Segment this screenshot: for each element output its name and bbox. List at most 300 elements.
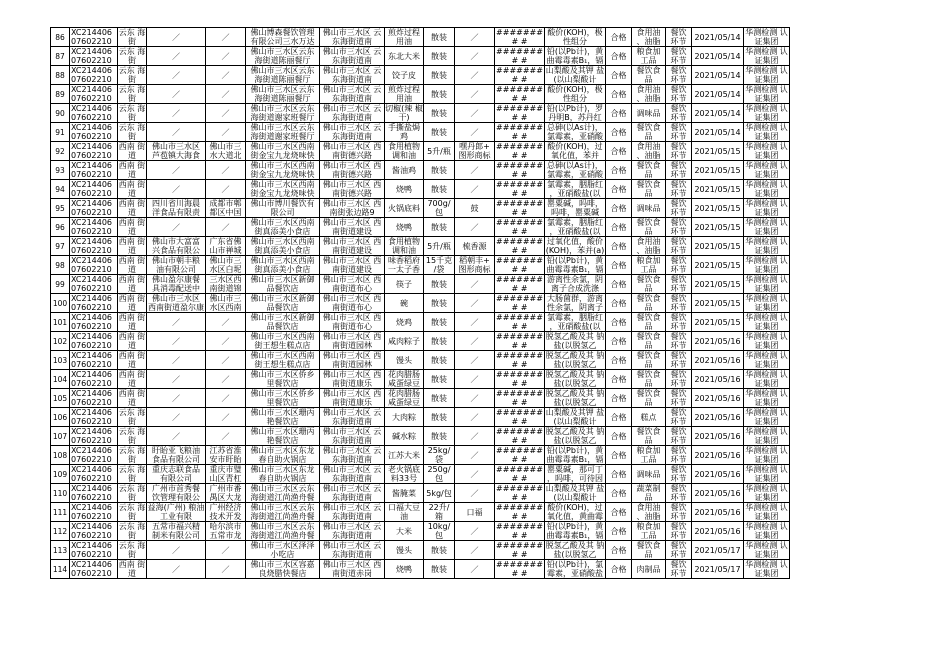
- district-cell: 西南 街道: [118, 218, 146, 236]
- manufacturer-address-cell: 成都市郫 都区中国: [206, 199, 246, 218]
- test-items-cell: 氯霉素，胭脂红 ，亚硝酸盐(以: [545, 218, 606, 237]
- district-cell: 西南 街道: [118, 275, 146, 293]
- food-name-cell: 饺子皮: [385, 66, 424, 85]
- food-category-cell: 餐饮食 品: [632, 275, 666, 294]
- testing-agency-cell: 华测检测 认证集团: [745, 142, 788, 160]
- operator-address-cell: 佛山市三水区 云东海街道南: [320, 503, 385, 522]
- specification-cell: 散装: [424, 313, 455, 332]
- sampling-stage-cell: 餐饮 环节: [666, 484, 692, 503]
- district-cell: 云东 海街: [118, 408, 146, 426]
- operator-address-cell: 佛山市三水区 西南街道康乐: [320, 370, 385, 389]
- sample-code-cell: XC214406 07602210: [70, 161, 118, 180]
- manufacturer-cell: 佛山市大富富 兴食品有限公: [147, 237, 206, 256]
- production-date-cell: ######## #: [496, 522, 543, 540]
- operator-address-cell: 佛山市三水区 西南街道布心: [320, 313, 385, 332]
- district-cell: 云东 海街: [118, 104, 146, 122]
- production-date-cell: ######## #: [496, 332, 543, 350]
- operator-name-cell: 佛山博森餐饮管理 有限公司三水万达: [246, 28, 320, 47]
- table-row: [51, 446, 790, 465]
- trademark-cell: 鼓: [455, 199, 495, 218]
- row-number-cell: 98: [51, 256, 70, 275]
- row-number-cell: 88: [51, 66, 70, 85]
- row-number-cell: 105: [51, 389, 70, 408]
- row-number-cell: 97: [51, 237, 70, 256]
- testing-agency-cell: 华测检测 认证集团: [745, 218, 788, 236]
- result-cell: 合格: [606, 47, 632, 66]
- sampling-date-cell: 2021/05/16: [692, 522, 744, 541]
- manufacturer-cell: ／: [147, 180, 206, 199]
- trademark-cell: ／: [455, 28, 495, 47]
- result-cell: 合格: [606, 541, 632, 560]
- operator-name-cell: 佛山市三水区侨乡 里餐饮店: [246, 370, 320, 389]
- production-date-cell: ######## #: [496, 484, 543, 502]
- specification-cell: 700g/ 包: [424, 199, 455, 218]
- trademark-cell: ／: [455, 351, 495, 370]
- sampling-date-cell: 2021/05/14: [692, 28, 744, 47]
- specification-cell: 散装: [424, 332, 455, 351]
- sample-code-cell: XC214406 07602210: [70, 332, 118, 351]
- result-cell: 合格: [606, 465, 632, 484]
- test-items-cell: 脱氢乙酸及其 钠盐(以脱氢乙: [545, 389, 605, 407]
- sampling-date-cell: 2021/05/15: [692, 199, 744, 218]
- food-name-cell: 煎炸过程 用油: [385, 85, 424, 104]
- manufacturer-address-cell: 佛山市三 水大道北: [206, 142, 246, 161]
- operator-name-cell: 佛山市三水区珊丙 艳餐饮店: [246, 427, 320, 446]
- food-name-cell: 花肉腊肠 咸蛋绿豆: [385, 389, 424, 408]
- specification-cell: 15千克 /袋: [424, 256, 455, 275]
- district-cell: 西南 街道: [118, 142, 146, 160]
- trademark-cell: ／: [455, 218, 495, 237]
- food-name-cell: 酱油鸡: [385, 161, 424, 180]
- sampling-stage-cell: 餐饮 环节: [666, 294, 692, 313]
- food-category-cell: 蔬菜制 品: [632, 484, 666, 503]
- manufacturer-address-cell: ／: [206, 332, 246, 351]
- specification-cell: 5升/瓶: [424, 237, 455, 256]
- sample-code-cell: XC214406 07602210: [70, 370, 118, 389]
- testing-agency-cell: 华测检测 认证集团: [745, 104, 788, 122]
- test-items-cell: 罂粟碱，吗啡， 吗啡，罂粟碱: [545, 199, 606, 218]
- operator-address-cell: 佛山市三水区 云东海街道南: [320, 123, 385, 142]
- district-cell: 云东 海街: [118, 85, 146, 103]
- sampling-stage-cell: 餐饮 环节: [666, 66, 692, 85]
- testing-agency-cell: 华测检测 认证集团: [745, 199, 788, 217]
- manufacturer-address-cell: ／: [206, 28, 246, 47]
- test-items-cell: 罂粟碱，那可丁 ，吗啡，可待因: [545, 465, 606, 484]
- manufacturer-address-cell: 三水区西 南街道锦: [206, 275, 246, 294]
- sampling-date-cell: 2021/05/16: [692, 389, 744, 408]
- test-items-cell: 铅(以Pb计)，罗 丹明B，苏丹红: [545, 104, 606, 123]
- sample-code-cell: XC214406 07602210: [70, 408, 118, 427]
- sampling-stage-cell: 餐饮 环节: [666, 560, 692, 579]
- table-row: [51, 28, 790, 47]
- testing-agency-cell: 华测检测 认证集团: [745, 294, 788, 312]
- food-category-cell: 食用油 、油脂: [632, 237, 666, 256]
- trademark-cell: ／: [455, 332, 495, 351]
- sampling-stage-cell: 餐饮 环节: [666, 237, 692, 256]
- manufacturer-address-cell: 佛山市三 水区西南: [206, 294, 246, 313]
- specification-cell: 散装: [424, 161, 455, 180]
- production-date-cell: ######## #: [496, 85, 543, 103]
- trademark-cell: 稻朝丰+ 图形商标: [455, 256, 495, 275]
- table-row: [51, 427, 790, 446]
- district-cell: 云东 海街: [118, 66, 146, 84]
- district-cell: 西南 街道: [118, 180, 146, 198]
- specification-cell: 散装: [424, 28, 455, 47]
- operator-address-cell: 佛山市三水区 西南街道建设: [320, 237, 385, 256]
- manufacturer-cell: ／: [147, 85, 206, 104]
- test-items-cell: 游离性余氯，阴 离子合成洗涤: [545, 275, 606, 294]
- sampling-stage-cell: 餐饮 环节: [666, 142, 692, 161]
- row-number-cell: 89: [51, 85, 70, 104]
- testing-agency-cell: 华测检测 认证集团: [745, 275, 788, 293]
- testing-agency-cell: 华测检测 认证集团: [745, 85, 788, 103]
- operator-address-cell: 佛山市三水区 西南街道布心: [320, 275, 385, 294]
- sampling-stage-cell: 餐饮 环节: [666, 47, 692, 66]
- result-cell: 合格: [606, 503, 632, 522]
- row-number-cell: 114: [51, 560, 70, 579]
- test-items-cell: 脱氢乙酸及其 钠盐(以脱氢乙: [545, 351, 605, 369]
- table-row: [51, 123, 790, 142]
- trademark-cell: ／: [455, 446, 495, 465]
- sampling-date-cell: 2021/05/16: [692, 332, 744, 351]
- table-row: [51, 313, 790, 332]
- trademark-cell: ／: [455, 408, 495, 427]
- production-date-cell: ######## #: [496, 275, 543, 293]
- row-number-cell: 94: [51, 180, 70, 199]
- row-number-cell: 110: [51, 484, 70, 503]
- operator-name-cell: 佛山市三水区云东 海街道陈丽餐厅: [246, 47, 320, 66]
- manufacturer-cell: ／: [147, 123, 206, 142]
- operator-address-cell: 佛山市三水区 西南街道园林: [320, 351, 385, 370]
- trademark-cell: ／: [455, 123, 495, 142]
- trademark-cell: ／: [455, 85, 495, 104]
- row-number-cell: 111: [51, 503, 70, 522]
- sampling-stage-cell: 餐饮 环节: [666, 541, 692, 560]
- operator-name-cell: 佛山市三水区西南 街金宝九龙烧味快: [246, 180, 320, 199]
- trademark-cell: ／: [455, 389, 495, 408]
- sampling-date-cell: 2021/05/16: [692, 408, 744, 427]
- sample-code-cell: XC214406 07602210: [70, 104, 118, 123]
- row-number-cell: 107: [51, 427, 70, 446]
- district-cell: 西南 街道: [118, 294, 146, 312]
- table-row: [51, 389, 790, 408]
- sampling-date-cell: 2021/05/15: [692, 218, 744, 237]
- result-cell: 合格: [606, 427, 632, 446]
- test-items-cell: 脱氢乙酸及其 钠盐(以脱氢乙: [545, 332, 605, 350]
- manufacturer-address-cell: ／: [206, 161, 246, 180]
- food-category-cell: 食用油 、油脂: [632, 142, 666, 161]
- operator-name-cell: 佛山市三水区泽泽 小吃店: [246, 541, 320, 560]
- specification-cell: 散装: [424, 294, 455, 313]
- manufacturer-address-cell: ／: [206, 218, 246, 237]
- food-category-cell: 粮食加 工品: [632, 256, 666, 275]
- manufacturer-cell: 佛山市三水区 西南街道盈尔康: [148, 294, 204, 312]
- operator-address-cell: 佛山市三水区 云东海街道南: [320, 104, 385, 123]
- sample-code-cell: XC214406 07602210: [70, 237, 118, 256]
- food-name-cell: 酱腌菜: [385, 484, 424, 503]
- food-name-cell: 馒头: [385, 351, 424, 370]
- row-number-cell: 86: [51, 28, 70, 47]
- trademark-cell: 梳香源: [455, 237, 495, 256]
- food-category-cell: 肉制品: [632, 560, 666, 579]
- food-name-cell: 手撕盐焗 鸡: [385, 123, 424, 142]
- testing-agency-cell: 华测检测 认证集团: [745, 522, 788, 540]
- sampling-stage-cell: 餐饮 环节: [666, 199, 692, 218]
- result-cell: 合格: [606, 161, 632, 180]
- table-row: [51, 503, 790, 522]
- testing-agency-cell: 华测检测 认证集团: [745, 66, 788, 84]
- test-items-cell: 铅(以Pb计)，氯 霉素，亚硝酸盐: [545, 560, 606, 579]
- test-items-cell: 山梨酸及其钾 盐(以山梨酸计: [545, 66, 605, 84]
- specification-cell: 22升/ 箱: [424, 503, 455, 522]
- production-date-cell: ######## #: [496, 313, 543, 331]
- table-row: [51, 47, 790, 66]
- production-date-cell: ######## #: [496, 446, 543, 464]
- row-number-cell: 91: [51, 123, 70, 142]
- district-cell: 西南 街道: [118, 161, 146, 179]
- district-cell: 西南 街道: [118, 370, 146, 388]
- food-category-cell: 调味品: [632, 465, 666, 484]
- operator-address-cell: 佛山市三水区 西南街德兴路: [320, 161, 385, 180]
- sample-code-cell: XC214406 07602210: [70, 560, 118, 579]
- district-cell: 西南 街道: [118, 237, 146, 255]
- row-number-cell: 90: [51, 104, 70, 123]
- table-row: [51, 541, 790, 560]
- production-date-cell: ######## #: [496, 123, 543, 141]
- operator-name-cell: 佛山市三水区新御 品餐饮店: [246, 313, 320, 332]
- food-name-cell: 烧鸭: [385, 180, 424, 199]
- row-number-cell: 95: [51, 199, 70, 218]
- manufacturer-cell: ／: [147, 28, 206, 47]
- operator-address-cell: 佛山市三水区 云东海街道南: [320, 446, 385, 465]
- production-date-cell: ######## #: [496, 294, 543, 312]
- district-cell: 西南 街道: [118, 313, 146, 331]
- food-category-cell: 调味品: [632, 199, 666, 218]
- table-row: [51, 237, 790, 256]
- trademark-cell: ／: [455, 313, 495, 332]
- table-row: [51, 161, 790, 180]
- production-date-cell: ######## #: [496, 541, 543, 559]
- specification-cell: 散装: [424, 370, 455, 389]
- sampling-date-cell: 2021/05/15: [692, 161, 744, 180]
- food-name-cell: 烧鸭: [385, 218, 424, 237]
- sample-code-cell: XC214406 07602210: [70, 294, 118, 313]
- operator-address-cell: 佛山市三水区 云东海街道南: [320, 541, 385, 560]
- sampling-date-cell: 2021/05/15: [692, 256, 744, 275]
- trademark-cell: ／: [455, 370, 495, 389]
- operator-address-cell: 佛山市三水区 云东海街道南: [320, 85, 385, 104]
- testing-agency-cell: 华测检测 认证集团: [745, 446, 788, 464]
- trademark-cell: ／: [455, 541, 495, 560]
- district-cell: 云东 海街: [118, 522, 146, 540]
- operator-name-cell: 佛山市三水区侨乡 里餐饮店: [246, 389, 320, 408]
- sample-code-cell: XC214406 07602210: [70, 465, 118, 484]
- specification-cell: 散装: [424, 85, 455, 104]
- sampling-date-cell: 2021/05/15: [692, 294, 744, 313]
- production-date-cell: ######## #: [496, 351, 543, 369]
- food-category-cell: 餐饮食 品: [632, 313, 666, 332]
- manufacturer-address-cell: 江苏省淮 安市盱眙: [206, 446, 246, 465]
- operator-address-cell: 佛山市三水区 云东海街道南: [320, 465, 385, 484]
- sample-code-cell: XC214406 07602210: [70, 275, 118, 294]
- manufacturer-cell: 盱眙亚飞粮油 食品有限公司: [147, 446, 206, 465]
- table-row: [51, 85, 790, 104]
- food-category-cell: 餐饮食 品: [632, 161, 666, 180]
- sampling-date-cell: 2021/05/17: [692, 560, 744, 579]
- sample-code-cell: XC214406 07602210: [70, 123, 118, 142]
- manufacturer-address-cell: 广州经济 技术开发: [206, 503, 246, 522]
- food-category-cell: 餐饮食 品: [632, 332, 666, 351]
- manufacturer-cell: ／: [147, 161, 206, 180]
- operator-address-cell: 佛山市三水区 西南街道园林: [320, 332, 385, 351]
- production-date-cell: ######## #: [496, 503, 543, 521]
- food-name-cell: 碱水粽: [385, 427, 424, 446]
- operator-name-cell: 佛山市三水区西南 街王想生糕点店: [246, 332, 320, 351]
- district-cell: 云东 海街: [118, 503, 146, 521]
- specification-cell: 散装: [424, 104, 455, 123]
- test-items-cell: 脱氢乙酸及其 钠盐(以脱氢乙: [545, 427, 605, 445]
- sampling-stage-cell: 餐饮 环节: [666, 522, 692, 541]
- test-items-cell: 铅(以Pb计)，黄 曲霉毒素B₁，镉: [545, 522, 606, 541]
- trademark-cell: ／: [455, 104, 495, 123]
- result-cell: 合格: [606, 104, 632, 123]
- sample-code-cell: XC214406 07602210: [70, 142, 118, 161]
- row-number-cell: 101: [51, 313, 70, 332]
- specification-cell: 散装: [424, 408, 455, 427]
- test-items-cell: 铅(以Pb计)，黄 曲霉毒素B₁，镉: [545, 47, 606, 66]
- sample-code-cell: XC214406 07602210: [70, 47, 118, 66]
- result-cell: 合格: [606, 522, 632, 541]
- sampling-date-cell: 2021/05/15: [692, 180, 744, 199]
- operator-address-cell: 佛山市三水区 云东海街道南: [320, 408, 385, 427]
- food-name-cell: 碗: [385, 294, 424, 313]
- result-cell: 合格: [606, 370, 632, 389]
- food-category-cell: 餐饮食 品: [632, 541, 666, 560]
- operator-address-cell: 佛山市三水区 云东海街道南: [320, 66, 385, 85]
- manufacturer-cell: ／: [147, 541, 206, 560]
- operator-name-cell: 佛山市三水区新御 品餐饮店: [246, 294, 320, 313]
- row-number-cell: 106: [51, 408, 70, 427]
- testing-agency-cell: 华测检测 认证集团: [745, 408, 788, 426]
- table-row: [51, 408, 790, 427]
- food-category-cell: 调味品: [632, 104, 666, 123]
- testing-agency-cell: 华测检测 认证集团: [745, 560, 788, 578]
- operator-name-cell: 佛山市博川餐饮有 限公司: [246, 199, 320, 218]
- food-category-cell: 粮食加 工品: [632, 446, 666, 465]
- specification-cell: 散装: [424, 389, 455, 408]
- sampling-stage-cell: 餐饮 环节: [666, 275, 692, 294]
- sample-code-cell: XC214406 07602210: [70, 446, 118, 465]
- row-number-cell: 99: [51, 275, 70, 294]
- test-items-cell: 氯霉素，胭脂红 ，亚硝酸盐(以: [545, 313, 606, 332]
- test-items-cell: 酸价(KOH)，极 性组分: [545, 28, 606, 47]
- sampling-date-cell: 2021/05/16: [692, 351, 744, 370]
- operator-name-cell: 佛山市三水区云东 海街道江尚渔舟餐: [246, 503, 320, 522]
- test-items-cell: 酸价(KOH)，过 氧化值，苯并: [545, 142, 606, 161]
- trademark-cell: 口福: [455, 503, 495, 522]
- sampling-date-cell: 2021/05/16: [692, 370, 744, 389]
- sampling-date-cell: 2021/05/16: [692, 503, 744, 522]
- testing-agency-cell: 华测检测 认证集团: [745, 47, 788, 65]
- row-number-cell: 100: [51, 294, 70, 313]
- operator-name-cell: 佛山市三水区云东 海街道江尚渔舟餐: [246, 522, 320, 541]
- production-date-cell: ######## #: [496, 161, 543, 179]
- manufacturer-cell: ／: [147, 427, 206, 446]
- trademark-cell: ／: [455, 465, 495, 484]
- result-cell: 合格: [606, 218, 632, 237]
- sampling-date-cell: 2021/05/14: [692, 123, 744, 142]
- food-category-cell: 餐饮食 品: [632, 218, 666, 237]
- result-cell: 合格: [606, 123, 632, 142]
- result-cell: 合格: [606, 484, 632, 503]
- result-cell: 合格: [606, 85, 632, 104]
- food-name-cell: 江苏大米: [385, 446, 424, 465]
- food-name-cell: 花肉腊肠 咸蛋绿豆: [385, 370, 424, 389]
- test-items-cell: 总砷(以As计)， 氯霉素，亚硝酸: [545, 123, 606, 142]
- table-row: [51, 294, 790, 313]
- food-category-cell: 餐饮食 品: [632, 294, 666, 313]
- trademark-cell: 嘿丹郎+ 图形商标: [455, 142, 495, 161]
- operator-address-cell: 佛山市三水区 西南街道建设: [320, 256, 385, 275]
- operator-name-cell: 佛山市三水区西南 街真添美小食店: [246, 237, 320, 256]
- operator-name-cell: 佛山市三水区云东 海街道陈丽餐厅: [246, 85, 320, 104]
- manufacturer-address-cell: ／: [206, 85, 246, 104]
- sample-code-cell: XC214406 07602210: [70, 484, 118, 503]
- table-row: [51, 66, 790, 85]
- sampling-date-cell: 2021/05/14: [692, 85, 744, 104]
- testing-agency-cell: 华测检测 认证集团: [745, 180, 788, 198]
- specification-cell: 散装: [424, 66, 455, 85]
- food-name-cell: 食用植物 调和油: [385, 237, 424, 256]
- test-items-cell: 酸价(KOH)，过 氧化值，黄曲霉: [545, 503, 606, 522]
- test-items-cell: 铅(以Pb计)，黄 曲霉毒素B₁，镉: [545, 256, 606, 275]
- sampling-stage-cell: 餐饮 环节: [666, 332, 692, 351]
- production-date-cell: ######## #: [496, 66, 543, 84]
- food-category-cell: 粮食加 工品: [632, 47, 666, 66]
- sampling-stage-cell: 餐饮 环节: [666, 370, 692, 389]
- testing-agency-cell: 华测检测 认证集团: [745, 427, 788, 445]
- food-name-cell: 咸肉粽子: [385, 332, 424, 351]
- operator-name-cell: 佛山市三水区西南 街真添美小食店: [246, 256, 320, 275]
- sampling-stage-cell: 餐饮 环节: [666, 408, 692, 427]
- trademark-cell: ／: [455, 66, 495, 85]
- operator-name-cell: 佛山市三水区云东 海街道江尚渔舟餐: [246, 484, 320, 503]
- result-cell: 合格: [606, 28, 632, 47]
- food-category-cell: 餐饮食 品: [632, 427, 666, 446]
- manufacturer-cell: ／: [147, 351, 206, 370]
- food-name-cell: 老火锅底 料33号: [385, 465, 424, 484]
- sampling-stage-cell: 餐饮 环节: [666, 389, 692, 408]
- operator-address-cell: 佛山市三水区 云东海街道南: [320, 427, 385, 446]
- table-row: [51, 522, 790, 541]
- manufacturer-address-cell: ／: [206, 560, 246, 579]
- district-cell: 云东 海街: [118, 427, 146, 445]
- production-date-cell: ######## #: [496, 28, 543, 46]
- specification-cell: 散装: [424, 123, 455, 142]
- test-items-cell: 总砷(以As计)， 氯霉素，亚硝酸: [545, 161, 606, 180]
- test-items-cell: 铅(以Pb计)，黄 曲霉毒素B₁，镉: [545, 446, 606, 465]
- production-date-cell: ######## #: [496, 465, 543, 483]
- food-category-cell: 餐饮食 品: [632, 370, 666, 389]
- sampling-stage-cell: 餐饮 环节: [666, 256, 692, 275]
- row-number-cell: 93: [51, 161, 70, 180]
- manufacturer-cell: 佛山盈尔康餐 具消毒配送中: [147, 275, 206, 294]
- district-cell: 西南 街道: [118, 256, 146, 274]
- food-name-cell: 东北大米: [385, 47, 424, 66]
- district-cell: 云东 海街: [118, 446, 146, 464]
- operator-name-cell: 佛山市三水区新御 品餐饮店: [246, 275, 320, 294]
- sampling-stage-cell: 餐饮 环节: [666, 180, 692, 199]
